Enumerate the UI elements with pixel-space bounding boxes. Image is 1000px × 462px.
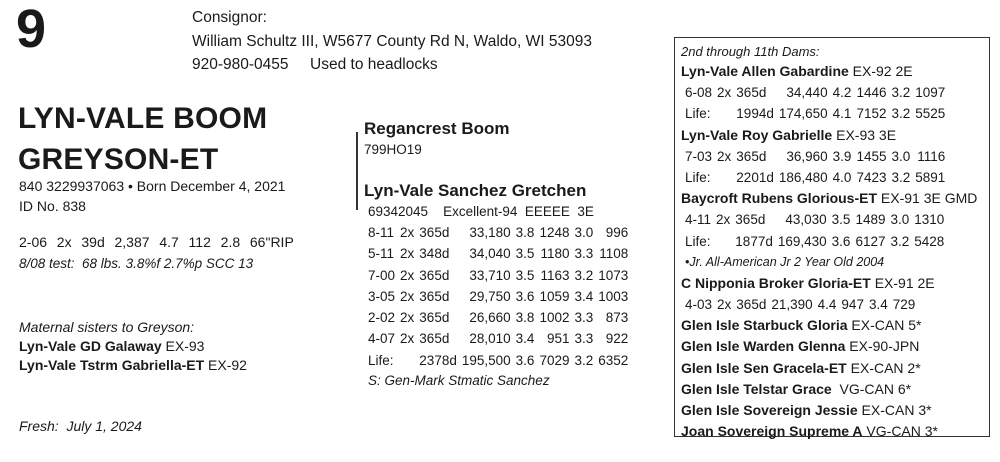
- ancestor-dam-name: Lyn-Vale Roy Gabrielle: [681, 126, 833, 143]
- record-cell: 2378d: [419, 352, 457, 368]
- record-cell: 3.0: [891, 148, 911, 164]
- record-cell: 3.5: [831, 212, 851, 228]
- ancestor-record-row: [685, 167, 950, 188]
- record-cell: Life:: [368, 352, 394, 368]
- record-cell: 3.3: [574, 310, 594, 326]
- record-cell: 1455: [856, 148, 887, 164]
- record-cell: 29,750: [469, 288, 511, 304]
- record-cell: 36,960: [786, 148, 828, 164]
- record-cell: 3.3: [574, 246, 594, 262]
- record-cell: 4-03: [685, 297, 713, 313]
- ancestor-dam: [681, 358, 983, 379]
- record-cell: 365d: [419, 310, 450, 326]
- ancestor-dam: [681, 188, 983, 209]
- ancestor-dam-name: Glen Isle Warden Glenna: [681, 338, 846, 355]
- record-cell: 3.5: [515, 246, 535, 262]
- sister-name: Lyn-Vale GD Galaway: [19, 338, 162, 354]
- record-cell: [716, 231, 735, 252]
- dam-classification: 69342045 Excellent-94 EEEEE 3E: [368, 204, 594, 219]
- ancestor-dam-class: EX-93 3E: [832, 126, 897, 143]
- record-cell: 7152: [856, 106, 887, 122]
- record-cell: 922: [605, 331, 629, 347]
- record-cell: 3.6: [831, 233, 851, 249]
- record-cell: 33,180: [469, 225, 511, 240]
- ancestor-dam-name: Joan Sovereign Supreme A: [681, 423, 863, 440]
- record-cell: 2x: [717, 297, 732, 313]
- animal-name: [18, 98, 267, 180]
- record-cell: 3.8: [515, 225, 535, 240]
- ancestor-dam-note: •Jr. All-American Jr 2 Year Old 2004: [685, 254, 885, 269]
- ancestor-dam-class: EX-91 3E GMD: [877, 190, 978, 207]
- record-cell: 365d: [419, 225, 450, 240]
- sire-block: [364, 118, 509, 160]
- fresh-date: Fresh: July 1, 2024: [19, 418, 142, 434]
- record-cell: 4-07: [368, 331, 396, 347]
- record-cell: 1248: [539, 225, 570, 240]
- record-cell: 3.5: [515, 267, 535, 283]
- dam-sire: S: Gen-Mark Stmatic Sanchez: [368, 373, 550, 389]
- ancestor-dam-class: EX-CAN 3*: [857, 402, 932, 419]
- record-cell: 365d: [735, 212, 766, 228]
- record-cell: 3.0: [890, 212, 910, 228]
- record-cell: 28,010: [469, 331, 511, 347]
- ancestor-dam-name: Lyn-Vale Allen Gabardine: [681, 63, 849, 79]
- record-cell: 2x: [400, 310, 415, 326]
- ancestor-dam-class: VG-CAN 6*: [831, 380, 912, 397]
- sister-item: [19, 337, 247, 356]
- lactation-row: [368, 265, 633, 286]
- lifetime-row: [368, 350, 633, 371]
- sire-reg: 799HO19: [364, 142, 422, 157]
- record-cell: 1446: [856, 85, 887, 101]
- record-cell: 1994d: [736, 106, 774, 122]
- record-cell: 2x: [716, 212, 731, 228]
- record-cell: 3.4: [574, 288, 594, 304]
- record-cell: 3.2: [891, 170, 911, 186]
- consignor-phone: 920-980-0455 Used to headlocks: [192, 56, 438, 73]
- record-cell: 3.2: [891, 106, 911, 122]
- sister-item: [19, 356, 247, 375]
- reg-born: 840 3229937063 • Born December 4, 2021: [19, 178, 286, 194]
- record-cell: 348d: [419, 246, 450, 262]
- ancestor-dam-class: EX-92 2E: [848, 63, 913, 79]
- record-cell: 365d: [736, 85, 767, 101]
- ancestor-dam-class: EX-91 2E: [870, 274, 935, 291]
- ancestor-dam-records: [685, 82, 950, 124]
- maternal-sisters-heading: Maternal sisters to Greyson:: [19, 319, 195, 335]
- maternal-sisters: [19, 318, 247, 375]
- record-cell: 6-08: [685, 85, 713, 101]
- consignor-heading: Consignor:: [192, 9, 267, 26]
- ancestor-record-row: [685, 82, 950, 103]
- record-cell: 3.2: [891, 85, 911, 101]
- record-cell: 7-00: [368, 267, 396, 283]
- record-cell: 2x: [400, 288, 415, 304]
- ancestor-record-row: [685, 231, 949, 252]
- ancestor-record-row: [685, 103, 950, 124]
- record-cell: 2-02: [368, 310, 396, 326]
- record-cell: 365d: [736, 148, 767, 164]
- record-cell: 2x: [400, 225, 415, 240]
- record-cell: 5891: [915, 170, 946, 186]
- ancestor-dam: [681, 61, 983, 82]
- record-cell: 3.8: [515, 310, 535, 326]
- record-cell: 947: [841, 297, 864, 313]
- record-cell: 873: [605, 310, 629, 326]
- record-cell: 3.2: [574, 352, 594, 368]
- lactation-row: [368, 286, 633, 307]
- record-cell: 3.2: [890, 233, 910, 249]
- record-cell: 6127: [855, 233, 886, 249]
- record-cell: 951: [546, 331, 570, 347]
- record-cell: 4.2: [832, 85, 852, 101]
- ancestor-dam: [681, 421, 983, 442]
- ancestor-dam-records: [685, 146, 950, 188]
- record-cell: 4.1: [832, 106, 852, 122]
- record-cell: 1059: [539, 288, 570, 304]
- record-cell: Life:: [685, 106, 711, 122]
- record-cell: 3.6: [515, 288, 535, 304]
- record-cell: 3.2: [574, 267, 594, 283]
- ancestor-dam-records: [685, 209, 949, 251]
- sister-class: EX-93: [161, 338, 205, 354]
- record-cell: 3.0: [574, 225, 594, 240]
- record-cell: [400, 350, 419, 371]
- sire-name: Regancrest Boom: [364, 119, 510, 138]
- record-cell: 4-11: [685, 212, 712, 228]
- ancestor-dam: [681, 336, 983, 357]
- record-cell: 186,480: [778, 170, 828, 186]
- record-cell: 3.3: [574, 331, 594, 347]
- ancestor-dam-name: Glen Isle Telstar Grace: [681, 380, 832, 397]
- record-cell: 365d: [419, 267, 450, 283]
- ancestor-dam-class: EX-90-JPN: [845, 338, 920, 355]
- record-cell: 1310: [914, 212, 945, 228]
- dam-lactation-table: [368, 222, 633, 371]
- record-cell: 1877d: [735, 233, 773, 249]
- record-cell: [717, 167, 736, 188]
- animal-registration: [19, 176, 285, 216]
- consignor-block: [192, 6, 592, 77]
- ancestor-dam-name: Baycroft Rubens Glorious-ET: [681, 190, 878, 207]
- ancestor-dam: [681, 379, 983, 400]
- ancestor-record-row: [685, 209, 949, 230]
- ancestor-dam-class: EX-CAN 5*: [847, 317, 922, 334]
- ancestor-dam-name: C Nipponia Broker Gloria-ET: [681, 274, 871, 291]
- record-cell: 7423: [856, 170, 887, 186]
- record-cell: 2x: [717, 85, 732, 101]
- record-cell: 43,030: [785, 212, 827, 228]
- record-cell: 5525: [915, 106, 946, 122]
- lactation-row: [368, 328, 633, 349]
- ancestor-dam-name: Glen Isle Starbuck Gloria: [681, 317, 848, 334]
- record-cell: 3.9: [832, 148, 852, 164]
- record-cell: 365d: [736, 297, 767, 313]
- ancestor-record-row: [685, 294, 920, 315]
- record-cell: 6352: [598, 352, 629, 368]
- ancestor-dam-name: Glen Isle Sen Gracela-ET: [681, 359, 847, 376]
- lactation-row: [368, 222, 633, 243]
- animal-name-line1: LYN-VALE BOOM: [18, 102, 268, 135]
- record-cell: 4.0: [832, 170, 852, 186]
- record-cell: 26,660: [469, 310, 511, 326]
- record-cell: 729: [892, 297, 916, 313]
- record-cell: 3.4: [515, 331, 535, 347]
- dams-box-heading: 2nd through 11th Dams:: [681, 44, 820, 59]
- id-number: ID No. 838: [19, 198, 86, 214]
- record-cell: 2x: [717, 148, 732, 164]
- record-cell: 365d: [419, 288, 450, 304]
- ancestor-dam-class: VG-CAN 3*: [862, 423, 939, 440]
- record-cell: 1116: [917, 148, 946, 164]
- ancestor-dam-class: EX-CAN 2*: [846, 359, 921, 376]
- sister-name: Lyn-Vale Tstrm Gabriella-ET: [19, 357, 205, 373]
- record-cell: 169,430: [777, 233, 827, 249]
- record-cell: 2x: [400, 267, 415, 283]
- record-cell: 3-05: [368, 288, 396, 304]
- record-cell: 21,390: [771, 297, 813, 313]
- dam-name: Lyn-Vale Sanchez Gretchen: [364, 181, 587, 200]
- record-cell: 1108: [599, 246, 629, 262]
- dam-block: [364, 180, 633, 391]
- record-cell: 5428: [914, 233, 945, 249]
- pedigree-bracket-sire: [356, 132, 358, 190]
- ancestor-dam: [681, 315, 983, 336]
- record-cell: 7029: [539, 352, 570, 368]
- dams-box: [674, 37, 990, 440]
- record-cell: 1163: [540, 267, 570, 283]
- record-cell: 1073: [598, 267, 629, 283]
- record-cell: 2x: [400, 331, 415, 347]
- record-cell: 7-03: [685, 148, 713, 164]
- ancestor-dam: [681, 273, 983, 294]
- record-cell: 996: [605, 225, 629, 240]
- record-cell: 8-11: [368, 225, 395, 240]
- record-cell: 2x: [400, 246, 415, 262]
- lactation-row: [368, 307, 633, 328]
- record-cell: 1489: [855, 212, 886, 228]
- ancestor-record-row: [685, 146, 950, 167]
- record-cell: 3.6: [515, 352, 535, 368]
- record-cell: Life:: [685, 233, 711, 249]
- lactation-row: [368, 243, 633, 264]
- record-cell: 4.4: [817, 297, 837, 313]
- ancestor-dam: [681, 400, 983, 421]
- animal-name-line2: GREYSON-ET: [18, 143, 219, 177]
- sister-class: EX-92: [204, 357, 247, 373]
- record-cell: 33,710: [469, 267, 511, 283]
- animal-record: 2-06 2x 39d 2,387 4.7 112 2.8 66"RIP: [19, 234, 294, 250]
- record-cell: 365d: [419, 331, 450, 347]
- record-cell: 1002: [539, 310, 570, 326]
- record-cell: 174,650: [778, 106, 828, 122]
- record-cell: Life:: [685, 170, 711, 186]
- record-cell: 1180: [540, 246, 570, 262]
- lot-number: 9: [16, 0, 47, 59]
- ancestor-dam-records: [685, 294, 920, 315]
- record-cell: [717, 103, 736, 124]
- ancestor-dam-name: Glen Isle Sovereign Jessie: [681, 402, 858, 419]
- ancestor-dam: [681, 125, 983, 146]
- consignor-name-address: William Schultz III, W5677 County Rd N, Waldo, WI 53093: [192, 32, 592, 50]
- record-cell: 5-11: [368, 246, 395, 262]
- record-cell: 34,040: [469, 246, 511, 262]
- record-cell: 2201d: [736, 170, 774, 186]
- record-cell: 195,500: [461, 352, 511, 368]
- record-cell: 1003: [598, 288, 629, 304]
- record-cell: 3.4: [868, 297, 888, 313]
- record-cell: 34,440: [786, 85, 828, 101]
- pedigree-bracket-dam: [356, 186, 358, 210]
- record-cell: 1097: [915, 85, 946, 101]
- animal-test: 8/08 test: 68 lbs. 3.8%f 2.7%p SCC 13: [19, 256, 254, 271]
